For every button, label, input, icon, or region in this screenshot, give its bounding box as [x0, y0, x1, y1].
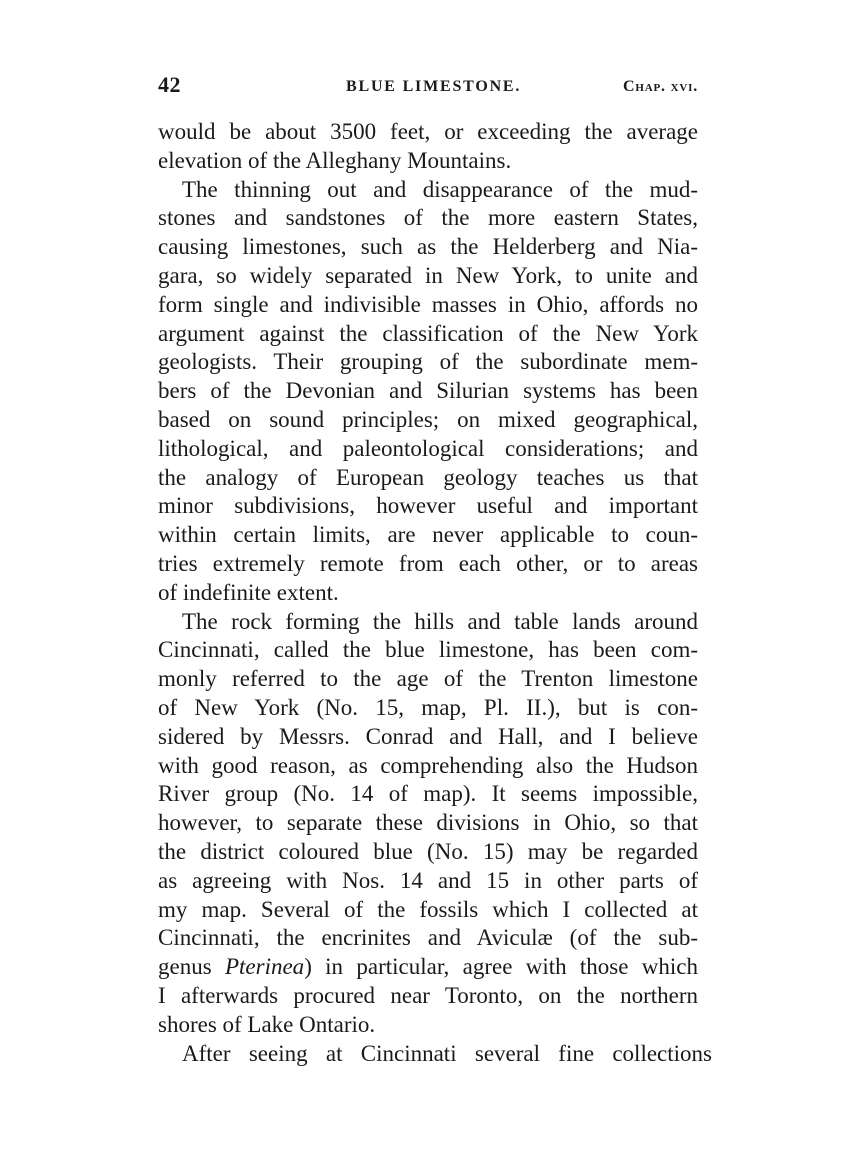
running-head — [158, 72, 698, 104]
text-line: of New York (No. 15, map, Pl. II.), but is con- — [158, 694, 698, 720]
text-line-genus — [158, 953, 698, 982]
text-line: The thinning out and disappearance of the mud- — [182, 176, 698, 202]
text-line: argument against the classification of the New York — [158, 320, 698, 346]
text-line: River group (No. 14 of map). It seems impossible, — [158, 781, 698, 807]
text-line: form single and indivisible masses in Ohio, affords no — [158, 291, 698, 317]
text-line: however, to separate these divisions in Ohio, so that — [158, 810, 698, 836]
text-line: monly referred to the age of the Trenton limestone — [158, 666, 698, 692]
text-line: minor subdivisions, however useful and important — [158, 493, 698, 519]
text-line: gara, so widely separated in New York, to unite and — [158, 262, 698, 288]
page-number: 42 — [158, 72, 181, 97]
text-line: Cincinnati, the encrinites and Aviculæ (of the sub- — [158, 925, 698, 951]
text-line: Cincinnati, called the blue limestone, has been com- — [158, 637, 698, 663]
genus-suffix: ) in particular, agree with those which — [304, 954, 698, 980]
running-title: BLUE LIMESTONE. — [346, 78, 522, 95]
text-line: my map. Several of the fossils which I collected at — [158, 896, 698, 922]
text-line: would be about 3500 feet, or exceeding the average — [158, 119, 698, 144]
text-line: of indefinite extent. — [158, 579, 339, 605]
text-line: sidered by Messrs. Conrad and Hall, and I believe — [158, 723, 698, 749]
text-line: shores of Lake Ontario. — [158, 1011, 376, 1037]
text-line: based on sound principles; on mixed geographical, — [158, 406, 698, 432]
text-line: I afterwards procured near Toronto, on the northern — [158, 982, 698, 1008]
text-line: causing limestones, such as the Helderberg and Nia- — [158, 234, 698, 260]
text-line: with good reason, as comprehending also the Hudson — [158, 752, 698, 778]
text-line: the district coloured blue (No. 15) may be regarded — [158, 838, 698, 864]
text-line: as agreeing with Nos. 14 and 15 in other parts of — [158, 867, 698, 893]
body-text — [158, 118, 712, 1068]
text-line: within certain limits, are never applicable to coun- — [158, 522, 698, 548]
text-line: After seeing at Cincinnati several fine collections — [182, 1040, 712, 1066]
text-line: elevation of the Alleghany Mountains. — [158, 147, 512, 173]
text-line: bers of the Devonian and Silurian systems has been — [158, 378, 698, 404]
text-line: stones and sandstones of the more eastern States, — [158, 205, 698, 231]
chapter-label: Chap. xvi. — [623, 78, 698, 95]
text-line: tries extremely remote from each other, or to areas — [158, 550, 698, 576]
genus-prefix: genus — [158, 954, 225, 980]
text-line: geologists. Their grouping of the subordinate mem- — [158, 349, 698, 375]
text-line: the analogy of European geology teaches us that — [158, 464, 698, 490]
text-line: The rock forming the hills and table lands around — [182, 608, 698, 634]
text-line: lithological, and paleontological considerations; and — [158, 435, 698, 461]
genus-name-italic: Pterinea — [224, 954, 305, 980]
